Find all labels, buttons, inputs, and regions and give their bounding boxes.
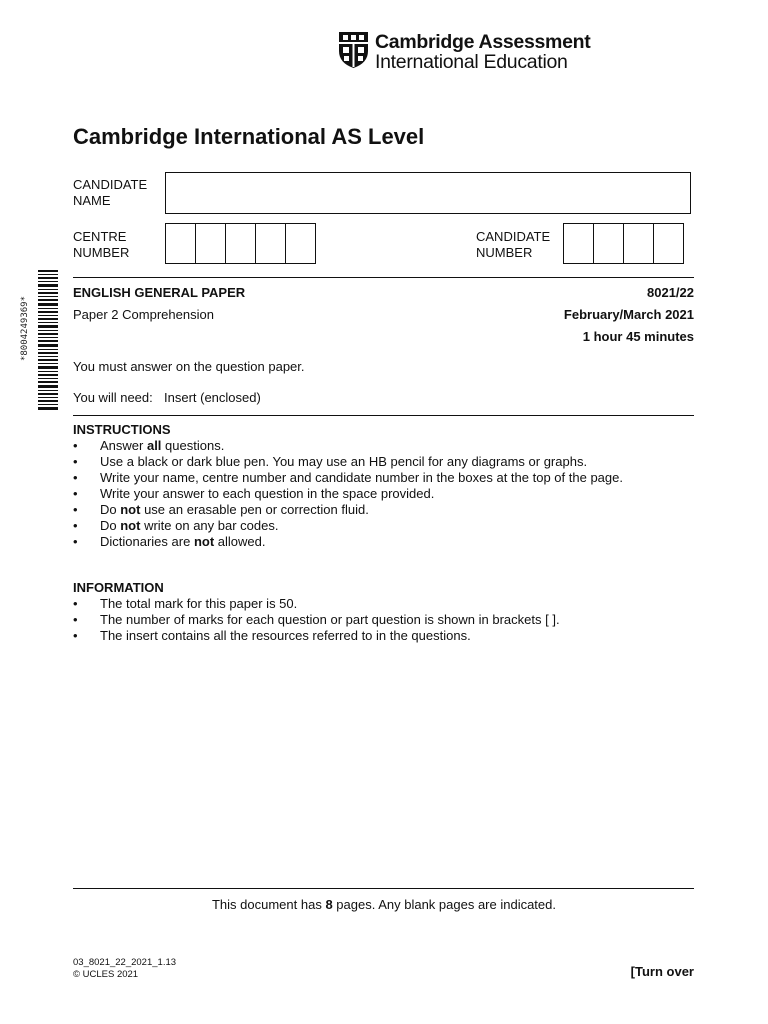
- turn-over: [Turn over: [630, 964, 694, 979]
- centre-number-digit[interactable]: [165, 223, 196, 264]
- candidate-number-digit[interactable]: [623, 223, 654, 264]
- page-count-note: This document has 8 pages. Any blank pages are indicated.: [211, 897, 556, 912]
- divider: [73, 415, 694, 416]
- candidate-number-label: CANDIDATE NUMBER: [476, 229, 551, 260]
- candidate-number-field[interactable]: [563, 223, 683, 264]
- answer-instruction: You must answer on the question paper.: [73, 359, 305, 374]
- divider: [73, 888, 694, 889]
- list-item: • The total mark for this paper is 50.: [73, 596, 560, 612]
- list-item: • Do not use an erasable pen or correction fluid.: [73, 502, 623, 518]
- centre-number-digit[interactable]: [225, 223, 256, 264]
- document-reference: 03_8021_22_2021_1.13: [73, 957, 177, 968]
- exam-duration: 1 hour 45 minutes: [582, 329, 694, 344]
- paper-component: Paper 2 Comprehension: [73, 307, 214, 322]
- barcode: [38, 270, 58, 410]
- centre-number-field[interactable]: [165, 223, 315, 264]
- information-list: [73, 596, 560, 644]
- barcode-number-wrap: [20, 296, 34, 402]
- barcode-number: *8004249369*: [20, 296, 30, 362]
- you-will-need-value: Insert (enclosed): [164, 390, 261, 405]
- candidate-name-field[interactable]: [165, 172, 691, 214]
- exam-session: February/March 2021: [563, 307, 694, 322]
- list-item: • The number of marks for each question or part question is shown in brackets [ ].: [73, 612, 560, 628]
- list-item: • Answer all questions.: [73, 438, 623, 454]
- divider: [73, 277, 694, 278]
- subject-title: ENGLISH GENERAL PAPER: [73, 285, 246, 300]
- copyright: © UCLES 2021: [73, 969, 139, 980]
- instructions-list: [73, 438, 623, 550]
- logo-line-2: International Education: [375, 51, 568, 73]
- centre-number-label: CENTRE NUMBER: [73, 229, 130, 260]
- information-heading: INFORMATION: [73, 580, 164, 595]
- barcode-bars: [38, 270, 58, 410]
- centre-number-digit[interactable]: [255, 223, 286, 264]
- list-item: • Write your name, centre number and candidate number in the boxes at the top of the page.: [73, 470, 623, 486]
- list-item: • Dictionaries are not allowed.: [73, 534, 623, 550]
- list-item: • Use a black or dark blue pen. You may use an HB pencil for any diagrams or graphs.: [73, 454, 623, 470]
- candidate-number-digit[interactable]: [653, 223, 684, 264]
- cambridge-logo: [338, 31, 591, 73]
- candidate-number-digit[interactable]: [593, 223, 624, 264]
- you-will-need-label: You will need:: [73, 390, 153, 405]
- list-item: • Do not write on any bar codes.: [73, 518, 623, 534]
- candidate-name-label: CANDIDATE NAME: [73, 177, 148, 208]
- centre-number-digit[interactable]: [195, 223, 226, 264]
- university-crest-icon: [338, 31, 369, 69]
- paper-code: 8021/22: [647, 285, 694, 300]
- centre-number-digit[interactable]: [285, 223, 316, 264]
- logo-line-1: Cambridge Assessment: [375, 31, 591, 53]
- page-title: Cambridge International AS Level: [73, 124, 425, 149]
- candidate-number-digit[interactable]: [563, 223, 594, 264]
- list-item: • The insert contains all the resources referred to in the questions.: [73, 628, 560, 644]
- instructions-heading: INSTRUCTIONS: [73, 422, 171, 437]
- list-item: • Write your answer to each question in the space provided.: [73, 486, 623, 502]
